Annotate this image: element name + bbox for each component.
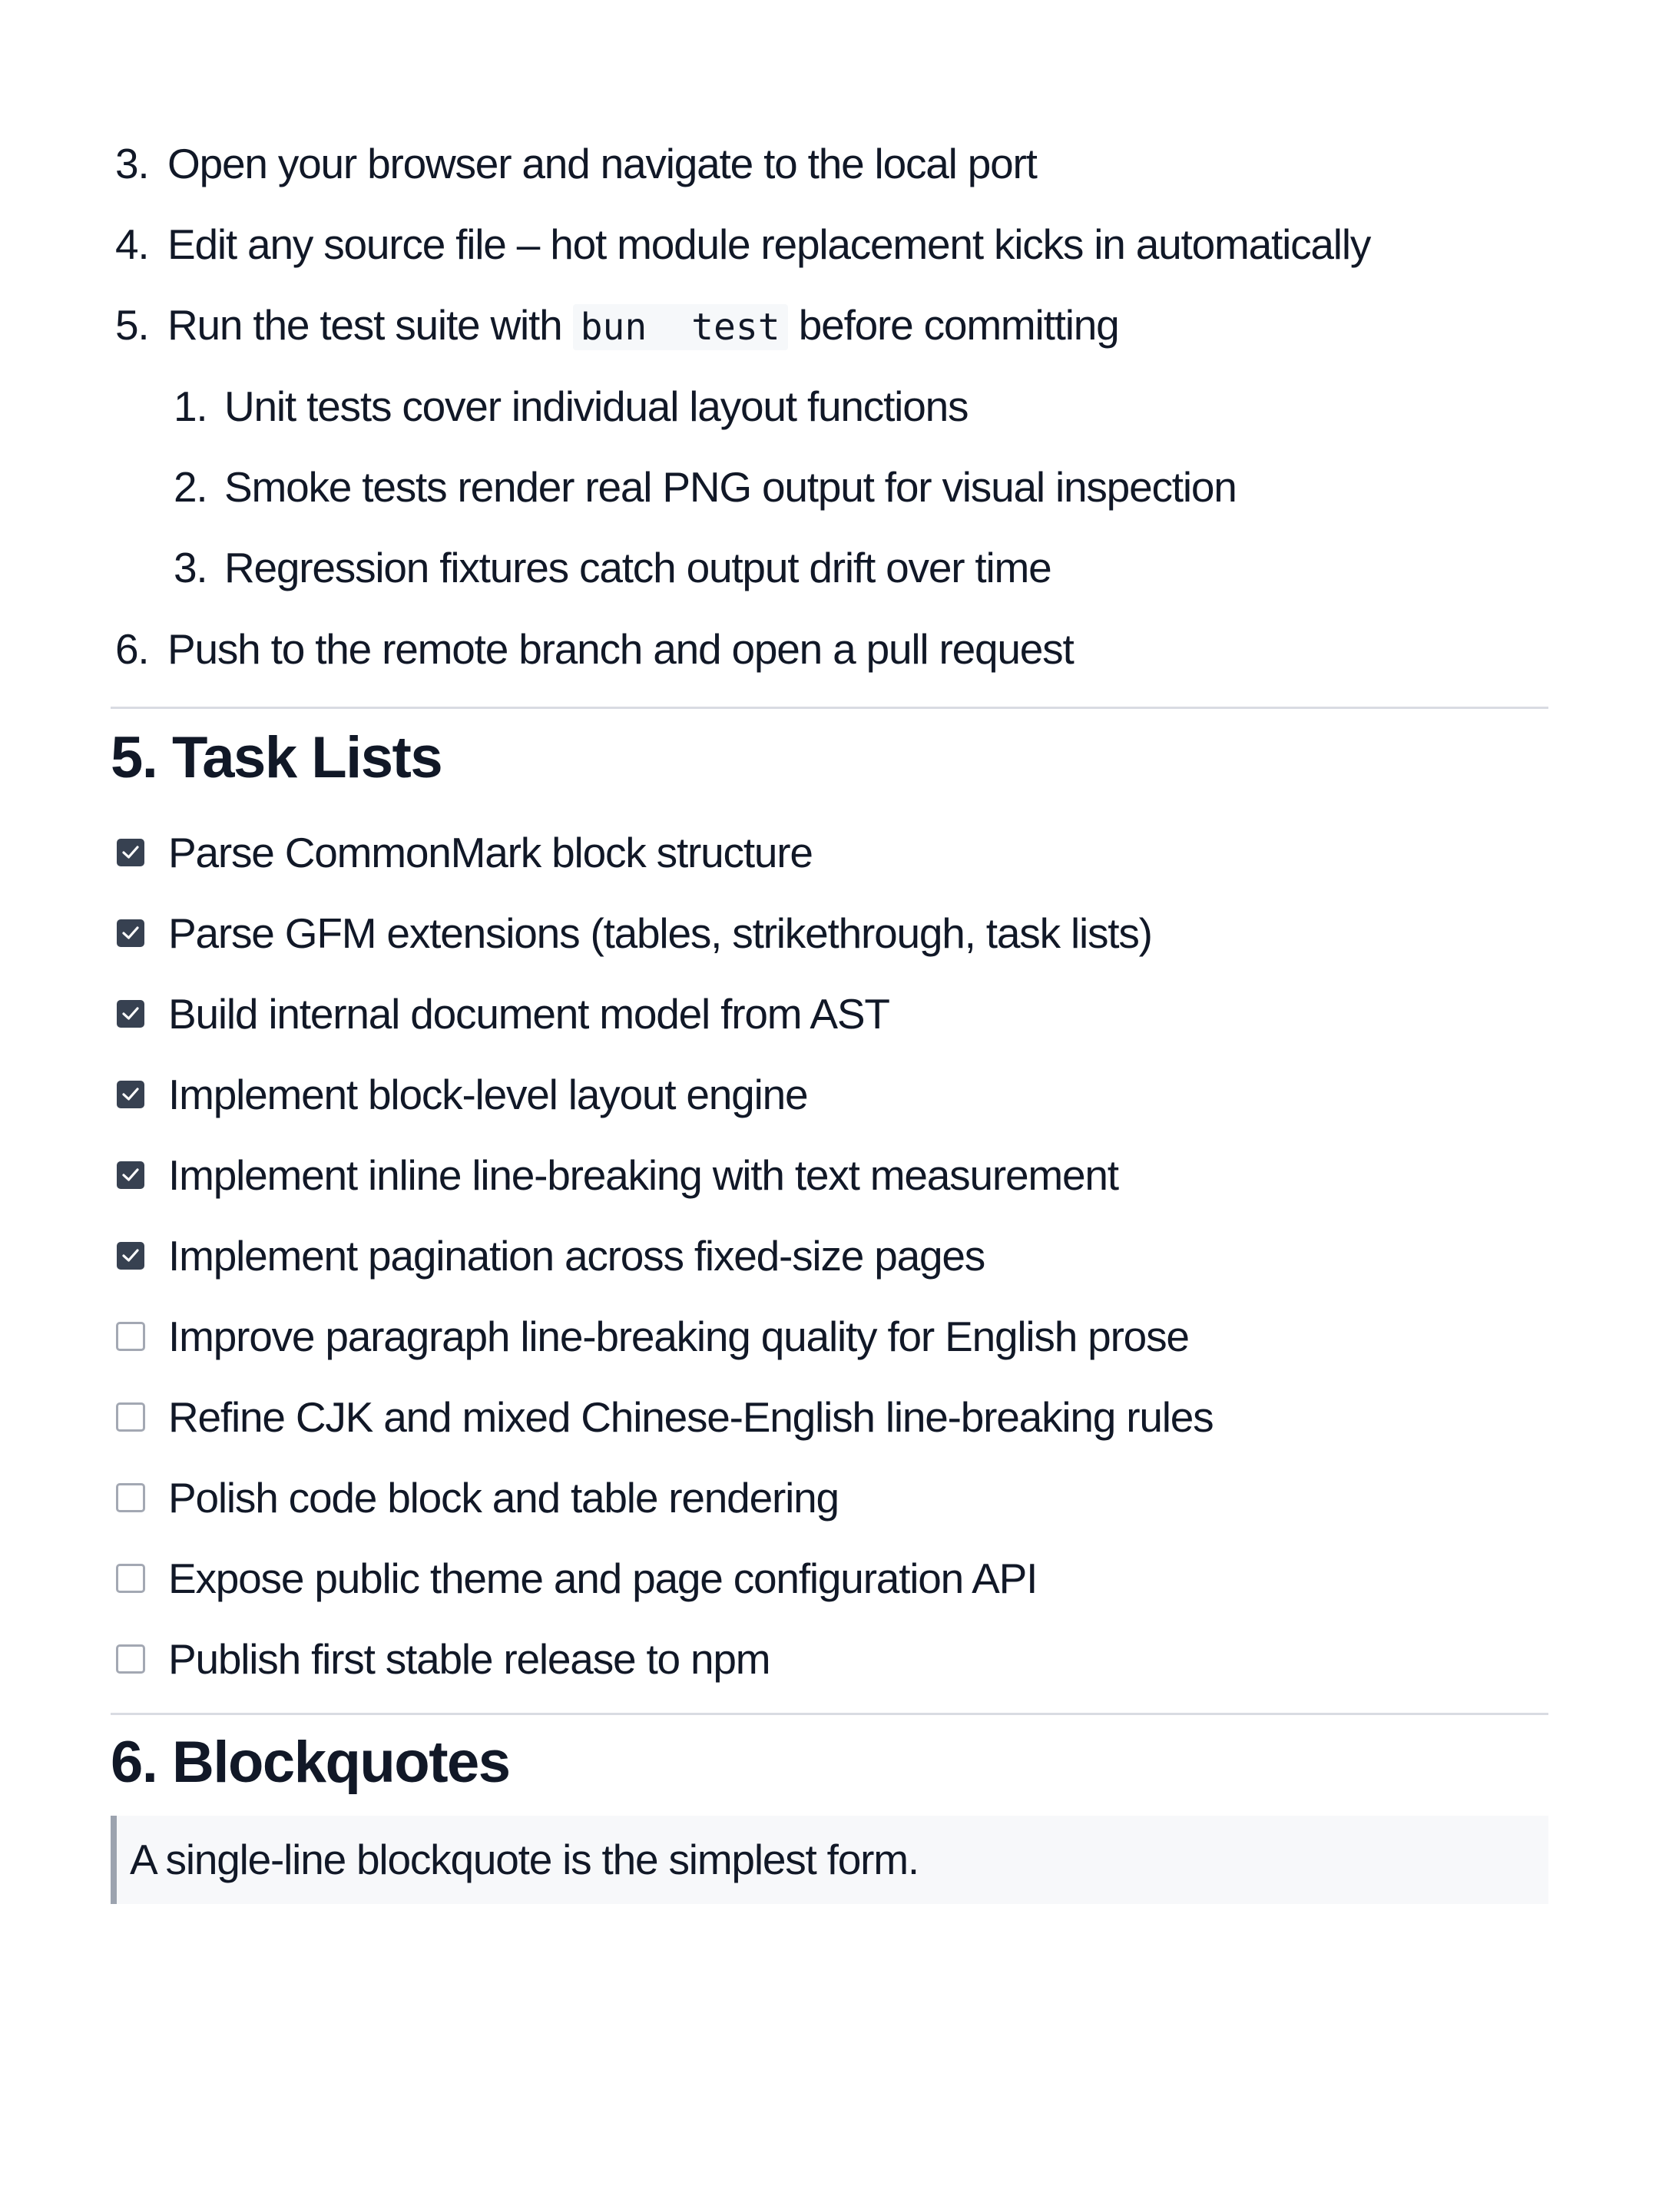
list-item-text [167,298,1119,354]
task-text: Parse GFM extensions (tables, strikethrough, task lists) [168,909,1152,957]
list-marker: 5. [115,301,149,349]
task-text: Refine CJK and mixed Chinese-English line-breaking rules [168,1393,1214,1441]
inline-code: bun test [573,304,788,350]
list-marker: 6. [115,625,149,673]
list-item-text-before: Run the test suite with [167,301,562,349]
task-item [0,1551,1659,1605]
task-text: Implement pagination across fixed-size pages [168,1232,985,1280]
checkbox-checked-icon[interactable] [117,1081,144,1108]
blockquote-text: A single-line blockquote is the simplest form. [130,1836,919,1883]
task-item [0,1148,1659,1202]
checkbox-unchecked-icon[interactable] [116,1644,145,1674]
checkbox-unchecked-icon[interactable] [116,1564,145,1593]
blockquote [111,1816,1548,1904]
list-marker: 4. [115,220,149,268]
section-heading-blockquotes: 6. Blockquotes [111,1730,510,1795]
task-item [0,906,1659,960]
section-heading-task-lists: 5. Task Lists [111,725,442,790]
list-item-text: Regression fixtures catch output drift over time [224,544,1051,591]
checkbox-unchecked-icon[interactable] [116,1483,145,1512]
list-marker: 3. [174,544,207,591]
list-item-text: Push to the remote branch and open a pull request [167,625,1074,673]
task-text: Expose public theme and page configuration API [168,1555,1038,1602]
task-text: Implement block-level layout engine [168,1071,808,1118]
checkbox-unchecked-icon[interactable] [116,1402,145,1432]
list-item-text: Unit tests cover individual layout functions [224,382,969,430]
section-divider [111,1713,1548,1715]
task-text: Improve paragraph line-breaking quality for English prose [168,1313,1189,1360]
task-text: Parse CommonMark block structure [168,829,813,876]
task-item [0,1471,1659,1525]
list-item-text: Open your browser and navigate to the local port [167,140,1037,187]
checkbox-checked-icon[interactable] [117,839,144,866]
task-text: Build internal document model from AST [168,990,889,1038]
task-text: Publish first stable release to npm [168,1635,770,1683]
blockquote-bar [111,1816,117,1904]
checkbox-checked-icon[interactable] [117,919,144,947]
checkbox-unchecked-icon[interactable] [116,1322,145,1351]
task-item [0,826,1659,879]
task-item [0,1310,1659,1363]
list-item-text: Edit any source file – hot module replacement kicks in automatically [167,220,1371,268]
checkbox-checked-icon[interactable] [117,1161,144,1189]
task-item [0,987,1659,1041]
checkbox-checked-icon[interactable] [117,1242,144,1270]
list-item-text-after: before committing [798,301,1119,349]
task-item [0,1068,1659,1121]
task-item [0,1632,1659,1686]
checkbox-checked-icon[interactable] [117,1000,144,1028]
task-item [0,1229,1659,1283]
task-text: Polish code block and table rendering [168,1474,839,1522]
task-item [0,1390,1659,1444]
list-marker: 3. [115,140,149,187]
task-text: Implement inline line-breaking with text measurement [168,1151,1118,1199]
list-item-text: Smoke tests render real PNG output for visual inspection [224,463,1237,511]
list-marker: 1. [174,382,207,430]
section-divider [111,707,1548,709]
list-marker: 2. [174,463,207,511]
